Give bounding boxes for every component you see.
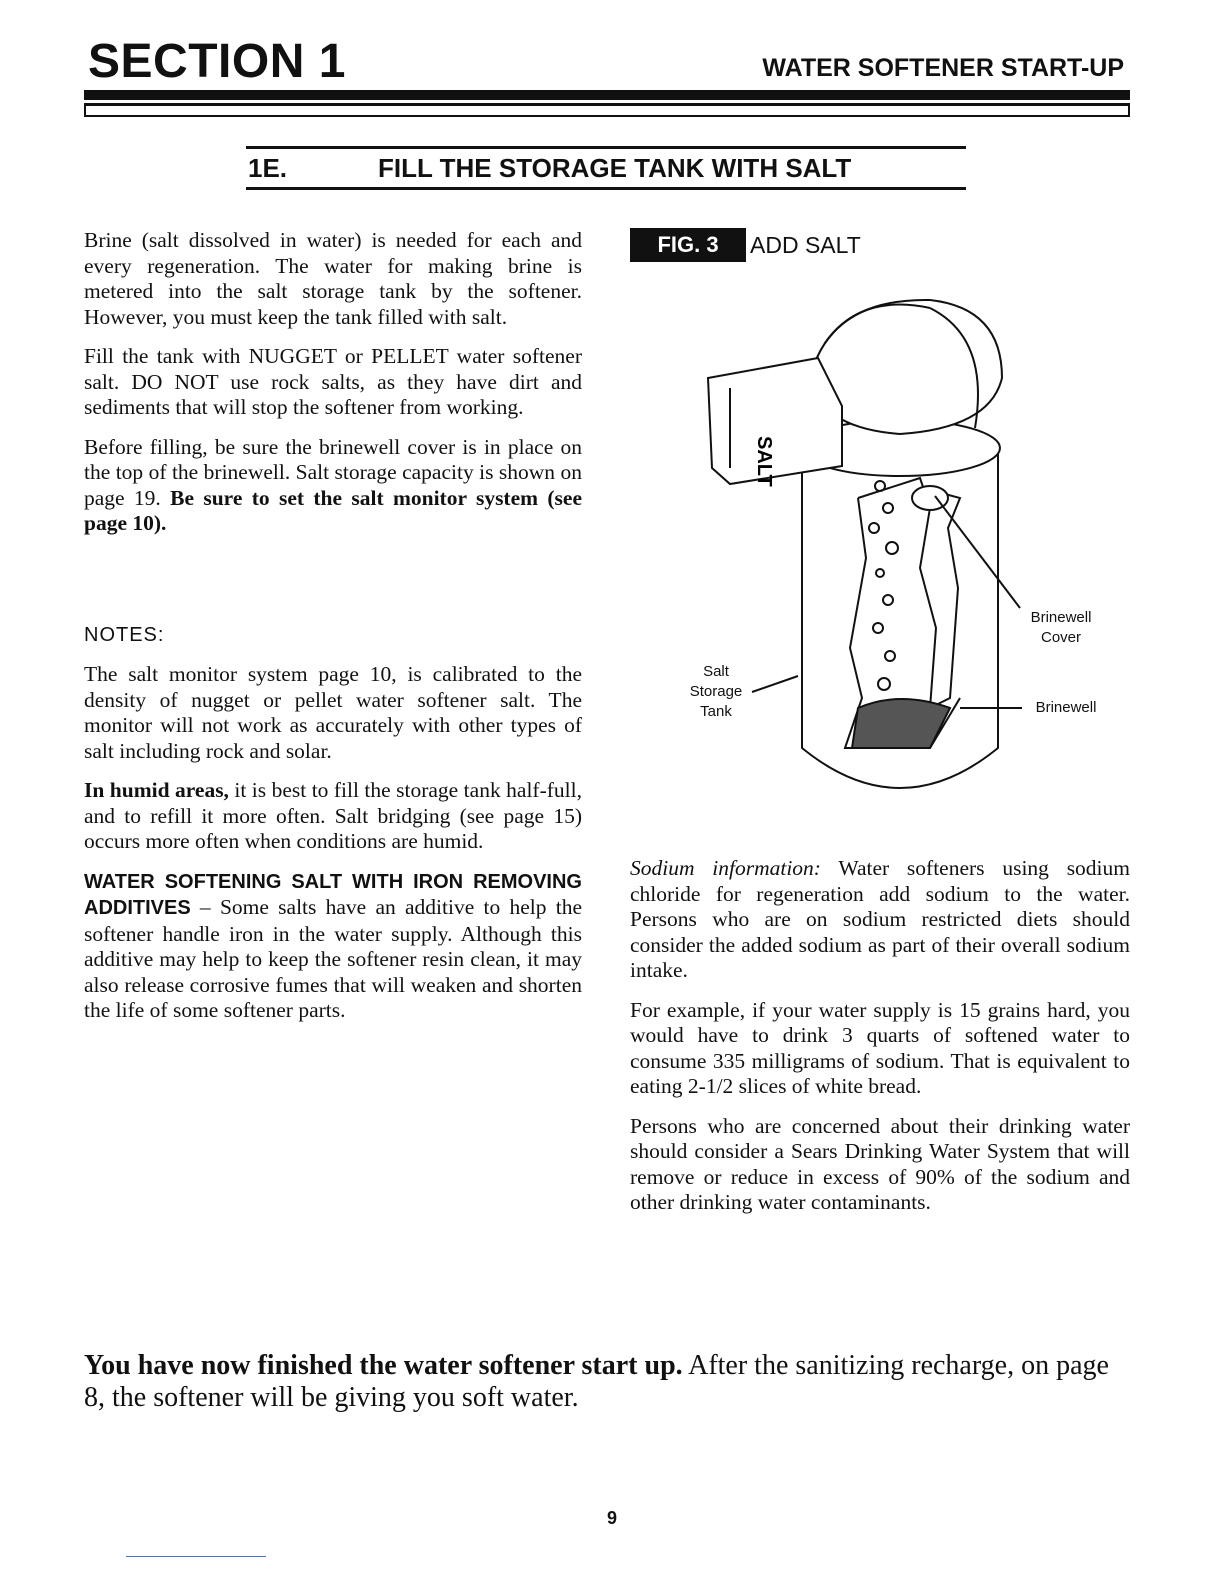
figure-caption: ADD SALT bbox=[750, 232, 861, 258]
section-subtitle: WATER SOFTENER START-UP bbox=[762, 54, 1124, 82]
paragraph-before-filling bbox=[84, 435, 582, 537]
callout-salt-storage-tank bbox=[676, 662, 756, 722]
callout-storage-line: Storage bbox=[689, 683, 743, 700]
iron-additives-heading: WATER SOFTENING SALT WITH IRON REMOVING ADDITIVES bbox=[84, 870, 582, 919]
callout-brinewell-cover bbox=[1018, 608, 1104, 648]
iron-additives-dash: – bbox=[190, 895, 220, 919]
bag-label: SALT bbox=[753, 436, 775, 487]
subsection-top-rule bbox=[246, 146, 966, 149]
paragraph-fill-tank: Fill the tank with NUGGET or PELLET water softener salt. DO NOT use rock salts, as they have dirt and sediments that will stop the softener from working. bbox=[84, 344, 582, 419]
paragraph-iron-additives bbox=[84, 869, 582, 1024]
callout-cover-line: Cover bbox=[1040, 629, 1081, 646]
callout-salt-line: Salt bbox=[703, 663, 729, 680]
header-rule-box bbox=[84, 103, 1130, 117]
callout-brinewell: Brinewell bbox=[1035, 699, 1097, 716]
paragraph-example: For example, if your water supply is 15 grains hard, you would have to drink 3 quarts of softened water to consume 335 milligrams of sodium. That is equivalent to eating 2-1/2 slices of white bread. bbox=[630, 997, 1130, 1098]
final-text: After the sanitizing recharge, on page 8, the softener will be giving you soft water. bbox=[84, 1350, 1109, 1413]
figure-badge: FIG. 3 bbox=[630, 228, 746, 262]
sodium-info-label: Sodium information: bbox=[630, 856, 821, 880]
footer-line bbox=[126, 1556, 266, 1557]
paragraph-brine: Brine (salt dissolved in water) is needed for each and every regeneration. The water for making brine is metered into the salt storage tank by the softener. However, you must keep the tank filled with salt. bbox=[84, 228, 582, 329]
callout-tank-line: Tank bbox=[700, 703, 732, 720]
iron-additives-text: Some salts have an additive to help the softener handle iron in the water supply. Although this additive may help to keep the softener resin clean, it may also release corrosive fumes that will weaken and shorten the life of some softener parts. bbox=[84, 895, 582, 1022]
callout-brinewell-line: Brinewell bbox=[1030, 609, 1092, 626]
paragraph-sodium-info bbox=[630, 856, 1130, 984]
section-title: SECTION 1 bbox=[88, 35, 346, 88]
final-statement bbox=[84, 1350, 1130, 1414]
before-filling-text: Before filling, be sure the brinewell cover is in place on the top of the brinewell. Salt storage capacity is shown on page 19. bbox=[84, 434, 582, 510]
subsection-bottom-rule bbox=[246, 187, 966, 190]
salt-tank-illustration bbox=[630, 228, 1130, 838]
header-rule bbox=[84, 90, 1130, 100]
notes-label: NOTES: bbox=[84, 623, 165, 646]
subsection-number: 1E. bbox=[248, 153, 288, 183]
paragraph-drinking-water: Persons who are concerned about their drinking water should consider a Sears Drinking Water System that will remove or reduce in excess of 90% of the sodium and other drinking water contaminants. bbox=[630, 1113, 1130, 1214]
humid-areas-label: In humid areas, bbox=[84, 778, 229, 802]
left-column bbox=[84, 228, 582, 1038]
humid-areas-text: it is best to fill the storage tank half-full, and to refill it more often. Salt bridging (see page 15) occurs more often when conditions are humid. bbox=[84, 778, 582, 853]
salt-monitor-note: Be sure to set the salt monitor system (see page 10). bbox=[84, 485, 582, 535]
subsection-title: FILL THE STORAGE TANK WITH SALT bbox=[378, 153, 852, 183]
final-bold: You have now finished the water softener start up. bbox=[84, 1350, 683, 1381]
page-number: 9 bbox=[606, 1508, 617, 1528]
paragraph-salt-monitor: The salt monitor system page 10, is calibrated to the density of nugget or pellet water softener salt. The monitor will not work as accurately with other types of salt including rock and solar. bbox=[84, 662, 582, 763]
paragraph-humid-areas bbox=[84, 778, 582, 855]
sodium-info-text: Water softeners using sodium chloride for regeneration add sodium to the water. Persons who are on sodium restricted diets should consider the added sodium as part of their overall sodium intake. bbox=[630, 856, 1131, 982]
figure-add-salt bbox=[630, 228, 1130, 838]
right-column bbox=[630, 856, 1130, 1230]
